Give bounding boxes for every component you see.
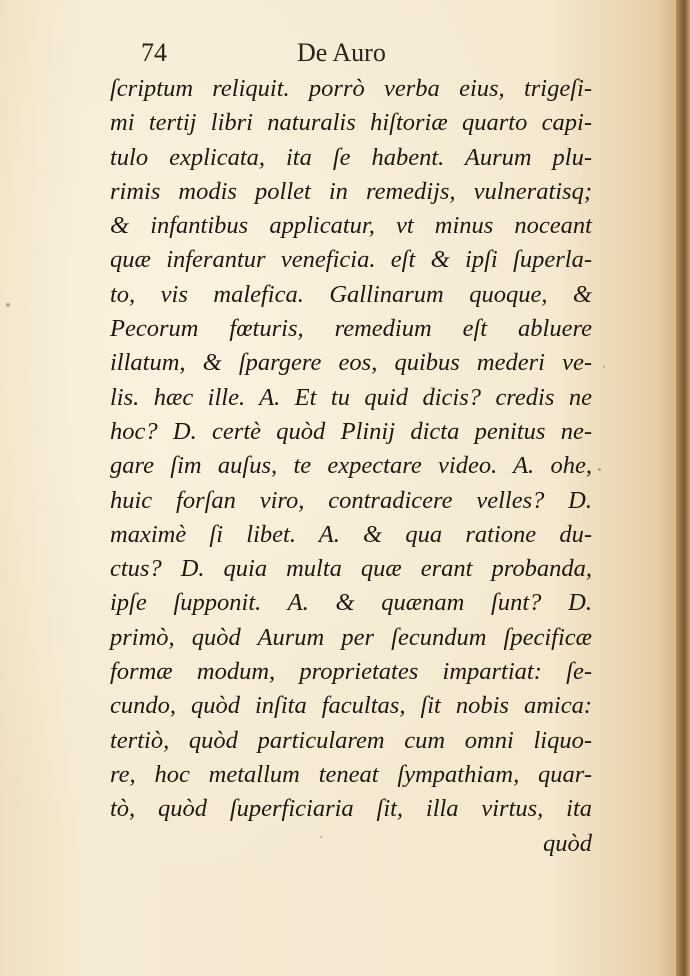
paper-speck	[598, 468, 601, 471]
text-line: tulo explicata, ita ſe habent. Aurum plu-	[110, 143, 592, 171]
text-line: formæ modum, proprietates impartiat: ſe-	[110, 658, 592, 686]
text-line: tertiò, quòd particularem cum omni liquo-	[110, 726, 592, 754]
text-line: cundo, quòd inſita facultas, ſit nobis amica:	[110, 692, 592, 720]
text-line: tò, quòd ſuperficiaria ſit, illa virtus, ita	[110, 795, 592, 823]
text-line: primò, quòd Aurum per ſecundum ſpecificæ	[110, 623, 592, 651]
text-line: quæ inferantur veneficia. eſt & ipſi ſuperla-	[110, 246, 592, 274]
text-line: maximè ſi libet. A. & qua ratione du-	[110, 520, 592, 548]
text-line: hoc? D. certè quòd Plinij dicta penitus ne-	[110, 417, 592, 445]
text-line: huic forſan viro, contradicere velles? D.	[110, 486, 592, 514]
paper-speck	[603, 366, 605, 368]
text-line: rimis modis pollet in remedijs, vulneratisq;	[110, 177, 592, 205]
text-line: lis. hæc ille. A. Et tu quid dicis? credis ne	[110, 383, 592, 411]
text-line: to, vis malefica. Gallinarum quoque, &	[110, 280, 592, 308]
body-text	[110, 72, 592, 861]
text-line: ſcriptum reliquit. porrò verba eius, trigeſi-	[110, 75, 592, 102]
page-header	[0, 38, 690, 70]
catchword: quòd	[543, 829, 592, 857]
paper-speck	[6, 303, 10, 307]
text-line: ipſe ſupponit. A. & quænam ſunt? D.	[110, 589, 592, 617]
text-line: re, hoc metallum teneat ſympathiam, quar-	[110, 760, 592, 788]
page-number: 74	[141, 38, 167, 67]
text-line: Pecorum fœturis, remedium eſt abluere	[110, 315, 592, 343]
text-line: mi tertij libri naturalis hiſtoriæ quarto capi-	[110, 109, 592, 137]
text-line: ctus? D. quia multa quæ erant probanda,	[110, 555, 592, 583]
text-line: & infantibus applicatur, vt minus noceant	[110, 212, 592, 240]
text-line: illatum, & ſpargere eos, quibus mederi ve-	[110, 349, 592, 377]
page-edge	[676, 0, 690, 976]
text-line: gare ſim auſus, te expectare video. A. ohe,	[110, 452, 592, 480]
running-head: De Auro	[297, 38, 386, 67]
